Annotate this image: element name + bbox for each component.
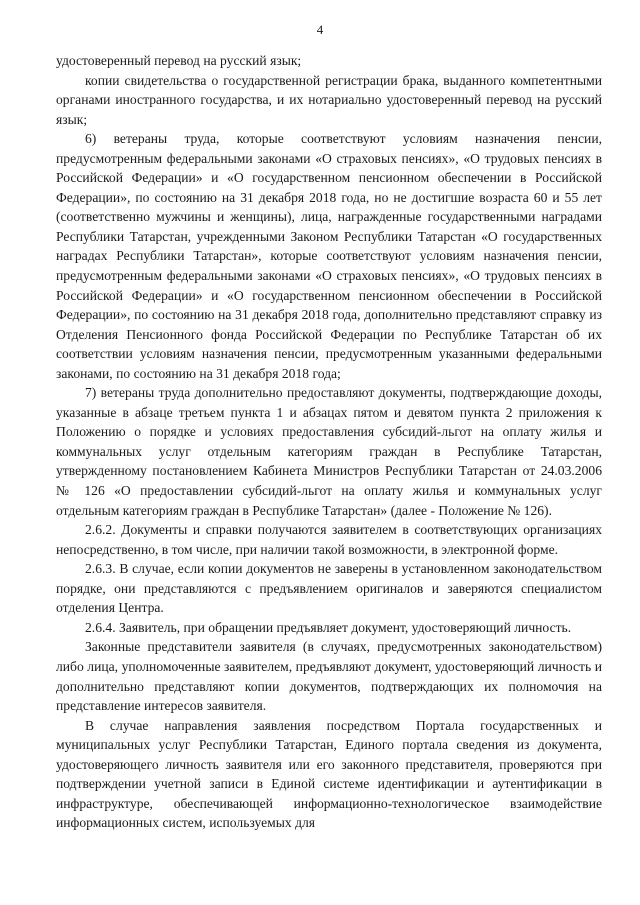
paragraph-2-6-2: 2.6.2. Документы и справки получаются заявителем в соответствующих организациях непосредственно, в том числе, при наличии такой возможности, в электронной форме. [56,522,602,557]
paragraph-item-7: 7) ветераны труда дополнительно предоставляют документы, подтверждающие доходы, указанные в абзаце третьем пункта 1 и абзацах пятом и девятом пункта 2 приложения к Положению о порядке и условиях предоставления субсидий-льгот на оплату жилья и коммунальных услуг отдельным категориям граждан в Республике Татарстан, утвержденному постановлением Кабинета Министров Республики Татарстан от 24.03.2006 № 126 «О предоставлении субсидий-льгот на оплату жилья и коммунальных услуг отдельным категориям граждан в Республике Татарстан» (далее - Положение № 126). [56,385,602,518]
paragraph-continuation: удостоверенный перевод на русский язык; [56,53,302,68]
paragraph-2-6-3: 2.6.3. В случае, если копии документов не заверены в установленном законодательством порядке, они представляются с предъявлением оригиналов и заверяются специалистом отделения Центра. [56,561,602,616]
paragraph-item-6: 6) ветераны труда, которые соответствуют условиям назначения пенсии, предусмотренным федеральными законами «О страховых пенсиях», «О трудовых пенсиях в Российской Федерации» и «О государственном пенсионном обеспечении в Российской Федерации», по состоянию на 31 декабря 2018 года, но не достигшие возраста 60 и 55 лет (соответственно мужчины и женщины), лица, награжденные государственными наградами Республики Татарстан, учрежденными Законом Республики Татарстан «О государственных наградах Республики Татарстан», которые соответствуют условиям назначения пенсии, предусмотренным федеральными законами «О страховых пенсиях», «О трудовых пенсиях в Российской Федерации» и «О государственном пенсионном обеспечении в Российской Федерации», по состоянию на 31 декабря 2018 года, дополнительно представляют справку из Отделения Пенсионного фонда Российской Федерации по Республике Татарстан об их соответствии условиям назначения пенсии, предусмотренным указанными федеральными законами, по состоянию на 31 декабря 2018 года; [56,131,602,381]
paragraph-marriage-certificate: копии свидетельства о государственной регистрации брака, выданного компетентными органами иностранного государства, и их нотариально удостоверенный перевод на русский язык; [56,72,602,127]
paragraph-legal-representatives: Законные представители заявителя (в случаях, предусмотренных законодательством) либо лица, уполномоченные заявителем, предъявляют документ, удостоверяющий личность и дополнительно представляют копии документов, подтверждающих их полномочия на представление интересов заявителя. [56,639,602,714]
page-number: 4 [316,22,324,37]
paragraph-portal-submission: В случае направления заявления посредством Портала государственных и муниципальных услуг Республики Татарстан, Единого портала сведения из документа, удостоверяющего личность заявителя или его законного представителя, проверяются при подтверждении учетной записи в Единой системе идентификации и аутентификации в инфраструктуре, обеспечивающей информационно-технологическое взаимодействие информационных систем, используемых для [56,717,602,831]
paragraph-2-6-4: 2.6.4. Заявитель, при обращении предъявляет документ, удостоверяющий личность. [85,619,572,635]
document-body [56,51,602,833]
